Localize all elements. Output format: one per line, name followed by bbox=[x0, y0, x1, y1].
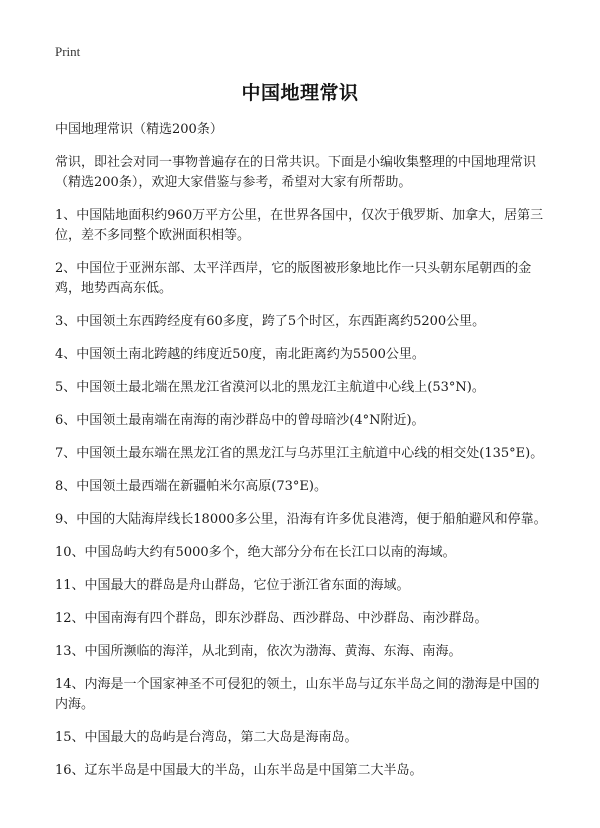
list-item: 2、中国位于亚洲东部、太平洋西岸，它的版图被形象地比作一只头朝东尾朝西的金鸡，地势西高东低。 bbox=[55, 261, 532, 296]
list-item: 1、中国陆地面积约960万平方公里，在世界各国中，仅次于俄罗斯、加拿大，居第三位，差不多同整个欧洲面积相等。 bbox=[55, 208, 544, 243]
list-item: 13、中国所濒临的海洋，从北到南，依次为渤海、黄海、东海、南海。 bbox=[55, 644, 462, 659]
list-item: 8、中国领土最西端在新疆帕米尔高原(73°E)。 bbox=[55, 479, 327, 494]
print-link[interactable]: Print bbox=[55, 44, 81, 59]
list-item: 4、中国领土南北跨越的纬度近50度，南北距离约为5500公里。 bbox=[55, 347, 425, 362]
list-item: 15、中国最大的岛屿是台湾岛，第二大岛是海南岛。 bbox=[55, 730, 358, 745]
list-item: 7、中国领土最东端在黑龙江省的黑龙江与乌苏里江主航道中心线的相交处(135°E)。 bbox=[55, 446, 544, 461]
page-title: 中国地理常识 bbox=[241, 82, 359, 104]
list-item: 6、中国领土最南端在南海的南沙群岛中的曾母暗沙(4°N附近)。 bbox=[55, 413, 425, 428]
list-item: 5、中国领土最北端在黑龙江省漠河以北的黑龙江主航道中心线上(53°N)。 bbox=[55, 380, 485, 395]
list-item: 10、中国岛屿大约有5000多个，绝大部分分布在长江口以南的海域。 bbox=[55, 545, 456, 560]
list-item: 11、中国最大的群岛是舟山群岛，它位于浙江省东面的海域。 bbox=[55, 578, 410, 593]
list-item: 9、中国的大陆海岸线长18000多公里，沿海有许多优良港湾，便于船舶避风和停靠。 bbox=[55, 512, 547, 527]
intro-paragraph: 常识，即社会对同一事物普遍存在的日常共识。下面是小编收集整理的中国地理常识（精选200条），欢迎大家借鉴与参考，希望对大家有所帮助。 bbox=[55, 155, 537, 190]
document-subtitle: 中国地理常识（精选200条） bbox=[55, 122, 223, 137]
document-body bbox=[55, 120, 547, 794]
list-item: 16、辽东半岛是中国最大的半岛，山东半岛是中国第二大半岛。 bbox=[55, 763, 423, 778]
list-item: 3、中国领土东西跨经度有60多度，跨了5个时区，东西距离约5200公里。 bbox=[55, 314, 486, 329]
list-item: 12、中国南海有四个群岛，即东沙群岛、西沙群岛、中沙群岛、南沙群岛。 bbox=[55, 611, 488, 626]
list-item: 14、内海是一个国家神圣不可侵犯的领土，山东半岛与辽东半岛之间的渤海是中国的内海。 bbox=[55, 677, 540, 712]
